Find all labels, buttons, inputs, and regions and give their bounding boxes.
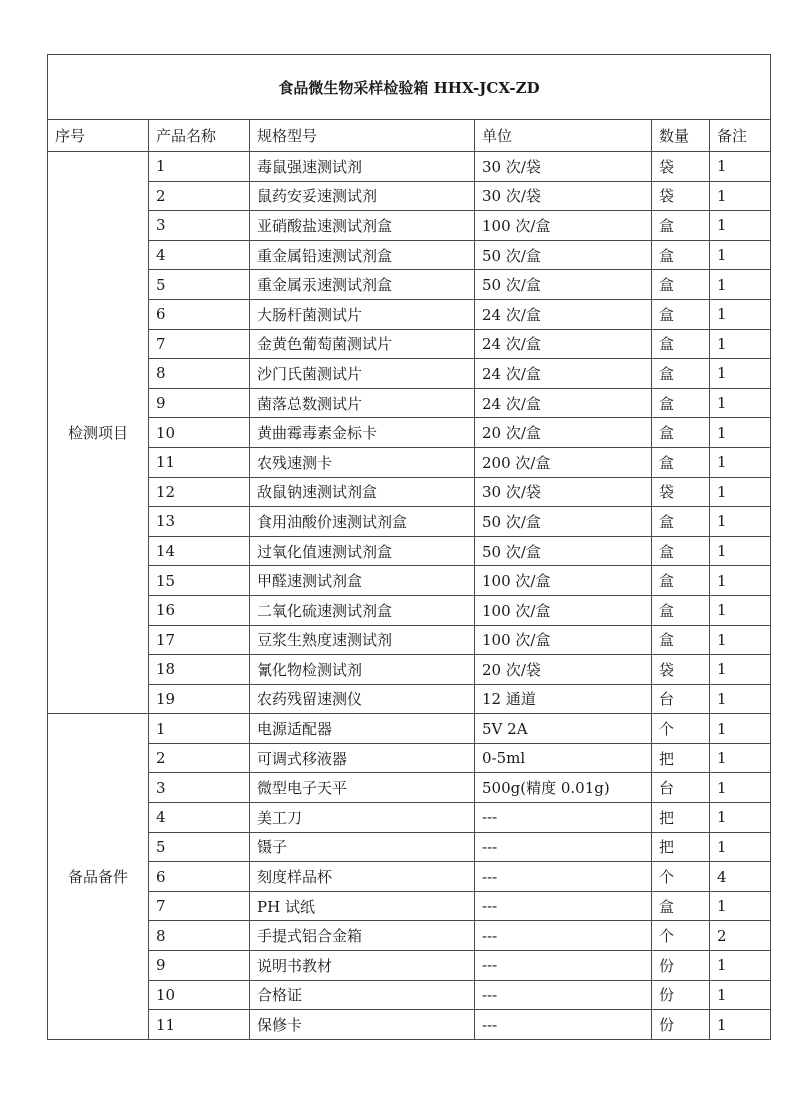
quantity: 1 (710, 507, 771, 537)
table-row (48, 1010, 771, 1040)
quantity: 1 (710, 418, 771, 448)
product-name: 可调式移液器 (250, 743, 475, 773)
group-label: 检测项目 (48, 152, 149, 714)
quantity: 1 (710, 684, 771, 714)
item-number: 16 (149, 595, 250, 625)
quantity: 1 (710, 270, 771, 300)
unit: 个 (652, 921, 710, 951)
table-row (48, 240, 771, 270)
table-row (48, 921, 771, 951)
spec-model: 100 次/盒 (475, 625, 652, 655)
table-row (48, 181, 771, 211)
unit: 盒 (652, 566, 710, 596)
unit: 盒 (652, 240, 710, 270)
table-row (48, 329, 771, 359)
spec-model: 24 次/盒 (475, 359, 652, 389)
table-row (48, 625, 771, 655)
unit: 袋 (652, 181, 710, 211)
unit: 份 (652, 951, 710, 981)
item-number: 10 (149, 980, 250, 1010)
unit: 盒 (652, 625, 710, 655)
spec-model: 5V 2A (475, 714, 652, 744)
table-title: 食品微生物采样检验箱 HHX-JCX-ZD (48, 55, 771, 120)
unit: 把 (652, 803, 710, 833)
item-number: 19 (149, 684, 250, 714)
unit: 盒 (652, 211, 710, 241)
product-name: 菌落总数测试片 (250, 388, 475, 418)
table-row (48, 270, 771, 300)
table-row (48, 655, 771, 685)
product-name: 敌鼠钠速测试剂盒 (250, 477, 475, 507)
unit: 把 (652, 832, 710, 862)
product-name: 微型电子天平 (250, 773, 475, 803)
product-name: 手提式铝合金箱 (250, 921, 475, 951)
unit: 台 (652, 684, 710, 714)
table-row (48, 684, 771, 714)
header-cell: 产品名称 (149, 120, 250, 152)
header-cell: 数量 (652, 120, 710, 152)
product-name: 大肠杆菌测试片 (250, 299, 475, 329)
item-number: 1 (149, 714, 250, 744)
unit: 份 (652, 1010, 710, 1040)
item-number: 7 (149, 891, 250, 921)
table-row (48, 359, 771, 389)
table-row (48, 447, 771, 477)
table-row (48, 388, 771, 418)
item-number: 3 (149, 211, 250, 241)
spec-model: 50 次/盒 (475, 507, 652, 537)
unit: 份 (652, 980, 710, 1010)
item-number: 2 (149, 743, 250, 773)
unit: 盒 (652, 595, 710, 625)
spec-model: 24 次/盒 (475, 329, 652, 359)
product-name: 合格证 (250, 980, 475, 1010)
unit: 把 (652, 743, 710, 773)
product-name: 镊子 (250, 832, 475, 862)
unit: 盒 (652, 359, 710, 389)
spec-model: --- (475, 921, 652, 951)
product-name: 二氧化硫速测试剂盒 (250, 595, 475, 625)
table-row (48, 743, 771, 773)
quantity: 1 (710, 743, 771, 773)
unit: 盒 (652, 447, 710, 477)
item-number: 17 (149, 625, 250, 655)
quantity: 1 (710, 655, 771, 685)
unit: 盒 (652, 299, 710, 329)
unit: 盒 (652, 507, 710, 537)
product-name: 豆浆生熟度速测试剂 (250, 625, 475, 655)
product-name: 氰化物检测试剂 (250, 655, 475, 685)
quantity: 1 (710, 1010, 771, 1040)
spec-model: 50 次/盒 (475, 536, 652, 566)
quantity: 4 (710, 862, 771, 892)
product-name: 沙门氏菌测试片 (250, 359, 475, 389)
unit: 袋 (652, 477, 710, 507)
spec-model: --- (475, 832, 652, 862)
spec-model: 500g(精度 0.01g) (475, 773, 652, 803)
item-number: 8 (149, 359, 250, 389)
quantity: 1 (710, 773, 771, 803)
item-number: 11 (149, 1010, 250, 1040)
unit: 盒 (652, 536, 710, 566)
unit: 盒 (652, 891, 710, 921)
table-row (48, 418, 771, 448)
item-number: 6 (149, 299, 250, 329)
quantity: 1 (710, 803, 771, 833)
product-name: 金黄色葡萄菌测试片 (250, 329, 475, 359)
header-cell: 单位 (475, 120, 652, 152)
item-number: 3 (149, 773, 250, 803)
table-row (48, 152, 771, 182)
spec-model: 20 次/盒 (475, 418, 652, 448)
table-row (48, 299, 771, 329)
spec-model: 100 次/盒 (475, 595, 652, 625)
product-name: 说明书教材 (250, 951, 475, 981)
table-row (48, 595, 771, 625)
spec-model: 50 次/盒 (475, 240, 652, 270)
quantity: 1 (710, 625, 771, 655)
table-row (48, 803, 771, 833)
unit: 盒 (652, 388, 710, 418)
product-name: 农残速测卡 (250, 447, 475, 477)
product-name: 鼠药安妥速测试剂 (250, 181, 475, 211)
product-name: 食用油酸价速测试剂盒 (250, 507, 475, 537)
table-row (48, 507, 771, 537)
table-row (48, 714, 771, 744)
item-number: 4 (149, 803, 250, 833)
quantity: 1 (710, 536, 771, 566)
product-name: 甲醛速测试剂盒 (250, 566, 475, 596)
unit: 盒 (652, 270, 710, 300)
unit: 盒 (652, 329, 710, 359)
quantity: 1 (710, 152, 771, 182)
quantity: 1 (710, 299, 771, 329)
spec-model: 20 次/袋 (475, 655, 652, 685)
spec-model: --- (475, 803, 652, 833)
table-row (48, 566, 771, 596)
spec-model: 200 次/盒 (475, 447, 652, 477)
item-number: 9 (149, 388, 250, 418)
item-number: 2 (149, 181, 250, 211)
unit: 个 (652, 862, 710, 892)
item-number: 1 (149, 152, 250, 182)
quantity: 1 (710, 832, 771, 862)
unit: 台 (652, 773, 710, 803)
spec-model: 30 次/袋 (475, 181, 652, 211)
spec-model: 100 次/盒 (475, 566, 652, 596)
product-name: PH 试纸 (250, 891, 475, 921)
product-name: 亚硝酸盐速测试剂盒 (250, 211, 475, 241)
quantity: 1 (710, 211, 771, 241)
quantity: 1 (710, 240, 771, 270)
product-name: 农药残留速测仪 (250, 684, 475, 714)
table-row (48, 832, 771, 862)
product-name: 重金属铅速测试剂盒 (250, 240, 475, 270)
spec-model: --- (475, 1010, 652, 1040)
quantity: 1 (710, 181, 771, 211)
product-name: 过氧化值速测试剂盒 (250, 536, 475, 566)
spec-table (47, 54, 771, 1040)
quantity: 1 (710, 477, 771, 507)
item-number: 5 (149, 832, 250, 862)
quantity: 1 (710, 595, 771, 625)
spec-model: 30 次/袋 (475, 152, 652, 182)
header-cell: 规格型号 (250, 120, 475, 152)
quantity: 1 (710, 359, 771, 389)
unit: 盒 (652, 418, 710, 448)
unit: 袋 (652, 152, 710, 182)
group-label: 备品备件 (48, 714, 149, 1040)
quantity: 1 (710, 980, 771, 1010)
spec-model: --- (475, 951, 652, 981)
item-number: 5 (149, 270, 250, 300)
spec-model: 100 次/盒 (475, 211, 652, 241)
item-number: 8 (149, 921, 250, 951)
item-number: 6 (149, 862, 250, 892)
product-name: 毒鼠强速测试剂 (250, 152, 475, 182)
item-number: 9 (149, 951, 250, 981)
spec-model: 24 次/盒 (475, 299, 652, 329)
table-row (48, 211, 771, 241)
quantity: 1 (710, 447, 771, 477)
quantity: 1 (710, 714, 771, 744)
table-row (48, 891, 771, 921)
item-number: 14 (149, 536, 250, 566)
quantity: 1 (710, 388, 771, 418)
product-name: 刻度样品杯 (250, 862, 475, 892)
spec-model: 12 通道 (475, 684, 652, 714)
product-name: 重金属汞速测试剂盒 (250, 270, 475, 300)
table-row (48, 477, 771, 507)
item-number: 15 (149, 566, 250, 596)
table-row (48, 773, 771, 803)
table-row (48, 980, 771, 1010)
item-number: 18 (149, 655, 250, 685)
item-number: 13 (149, 507, 250, 537)
product-name: 电源适配器 (250, 714, 475, 744)
quantity: 1 (710, 329, 771, 359)
item-number: 12 (149, 477, 250, 507)
table-row (48, 536, 771, 566)
item-number: 7 (149, 329, 250, 359)
quantity: 1 (710, 951, 771, 981)
product-name: 美工刀 (250, 803, 475, 833)
product-name: 保修卡 (250, 1010, 475, 1040)
quantity: 1 (710, 566, 771, 596)
unit: 个 (652, 714, 710, 744)
header-cell: 序号 (48, 120, 149, 152)
product-name: 黄曲霉毒素金标卡 (250, 418, 475, 448)
header-row (48, 120, 771, 152)
spec-model: 30 次/袋 (475, 477, 652, 507)
spec-model: 24 次/盒 (475, 388, 652, 418)
item-number: 4 (149, 240, 250, 270)
spec-model: --- (475, 980, 652, 1010)
unit: 袋 (652, 655, 710, 685)
quantity: 2 (710, 921, 771, 951)
quantity: 1 (710, 891, 771, 921)
table-row (48, 951, 771, 981)
table-row (48, 862, 771, 892)
spec-model: --- (475, 862, 652, 892)
header-cell: 备注 (710, 120, 771, 152)
title-row (48, 55, 771, 120)
spec-model: 50 次/盒 (475, 270, 652, 300)
spec-model: 0-5ml (475, 743, 652, 773)
spec-model: --- (475, 891, 652, 921)
item-number: 10 (149, 418, 250, 448)
item-number: 11 (149, 447, 250, 477)
